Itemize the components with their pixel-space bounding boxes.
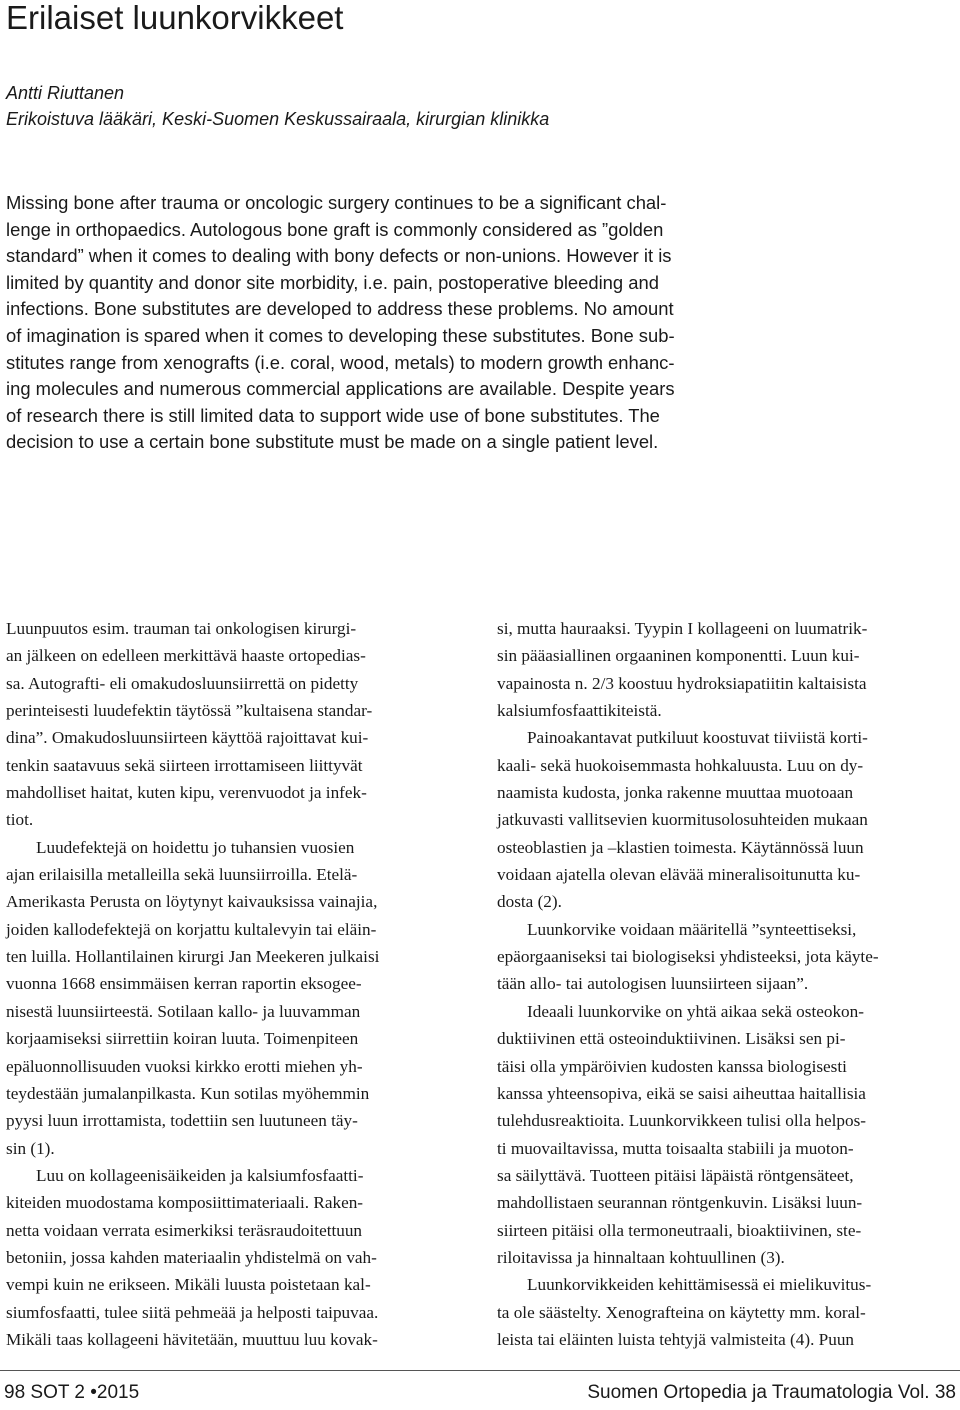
body-column-right bbox=[497, 615, 957, 1353]
body-line: duktiivinen että osteoinduktiivinen. Lisäksi sen pi- bbox=[497, 1029, 846, 1049]
abstract-line: of imagination is spared when it comes to developing these substitutes. Bone sub- bbox=[6, 324, 675, 346]
body-line: Luudefektejä on hoidettu jo tuhansien vuosien bbox=[36, 837, 355, 857]
body-line: nisestä luunsiirteestä. Sotilaan kallo- ja luuvamman bbox=[6, 1001, 361, 1021]
article-title: Erilaiset luunkorvikkeet bbox=[6, 0, 344, 36]
body-line: tenkin saatavuus sekä siirteen irrottamiseen liittyvät bbox=[6, 755, 363, 775]
body-line: kaali- sekä huokoisemmasta hohkaluusta. Luu on dy- bbox=[497, 755, 864, 775]
body-column-left bbox=[6, 615, 466, 1353]
body-line: Ideaali luunkorvike on yhtä aikaa sekä osteokon- bbox=[527, 1001, 864, 1021]
body-line: mahdolliset haitat, kuten kipu, verenvuodot ja infek- bbox=[6, 783, 367, 803]
body-line: sa. Autografti- eli omakudosluunsiirrettä on pidetty bbox=[6, 673, 359, 693]
body-line: netta voidaan verrata esimerkiksi teräsraudoitettuun bbox=[6, 1220, 363, 1240]
body-line: täisi olla ympäröivien kudosten kanssa biologisesti bbox=[497, 1056, 847, 1076]
body-line: riloitavissa ja hinnaltaan kohtuullinen (3). bbox=[497, 1247, 785, 1267]
body-line: ten luilla. Hollantilainen kirurgi Jan Meekeren julkaisi bbox=[6, 947, 380, 967]
abstract-line: limited by quantity and donor site morbidity, i.e. pain, postoperative bleeding and bbox=[6, 271, 659, 293]
english-abstract bbox=[6, 190, 770, 456]
abstract-line: Missing bone after trauma or oncologic surgery continues to be a significant chal- bbox=[6, 192, 667, 213]
body-line: vuonna 1668 ensimmäisen kerran raportin eksogee- bbox=[6, 974, 362, 994]
abstract-line: ing molecules and numerous commercial applications are available. Despite years bbox=[6, 378, 675, 400]
body-line: tiot. bbox=[6, 810, 34, 830]
body-line: ta ole säästelty. Xenografteina on käytetty mm. koral- bbox=[497, 1302, 866, 1322]
body-line: voidaan ajatella olevan elävää mineralisoitunutta ku- bbox=[497, 865, 861, 885]
abstract-line: stitutes range from xenografts (i.e. coral, wood, metals) to modern growth enhanc- bbox=[6, 351, 675, 373]
body-line: ajan erilaisilla metalleilla sekä luunsiirroilla. Etelä- bbox=[6, 865, 358, 885]
body-line: sa säilyttävä. Tuotteen pitäisi läpäistä röntgensäteet, bbox=[497, 1165, 854, 1185]
body-line: Luunkorvike voidaan määritellä ”synteettiseksi, bbox=[527, 919, 857, 939]
abstract-line: of research there is still limited data to support wide use of bone substitutes. The bbox=[6, 404, 660, 426]
body-line: si, mutta hauraaksi. Tyypin I kollageeni on luumatrik- bbox=[497, 619, 868, 638]
body-line: Luunkorvikkeiden kehittämisessä ei mielikuvitus- bbox=[527, 1275, 872, 1295]
body-line: teydestään jumalanpilkasta. Kun sotilas myöhemmin bbox=[6, 1083, 370, 1103]
body-line: korjaamiseksi siirrettiin koiran luuta. Toimenpiteen bbox=[6, 1029, 359, 1049]
body-line: sin pääasiallinen orgaaninen komponentti. Luun kui- bbox=[497, 646, 860, 666]
body-line: ti muovailtavissa, mutta toisaalta stabiili ja muoton- bbox=[497, 1138, 854, 1158]
body-line: kalsiumfosfaattikiteistä. bbox=[497, 701, 662, 721]
body-line: Mikäli taas kollageeni hävitetään, muuttuu luu kovak- bbox=[6, 1329, 378, 1349]
abstract-line: lenge in orthopaedics. Autologous bone graft is commonly considered as ”golden bbox=[6, 218, 664, 240]
footer-journal: Suomen Ortopedia ja Traumatologia Vol. 38 bbox=[587, 1382, 956, 1403]
body-line: Luunpuutos esim. trauman tai onkologisen kirurgi- bbox=[6, 619, 357, 638]
body-line: epäorgaaniseksi tai biologiseksi yhdisteeksi, jota käyte- bbox=[497, 947, 879, 967]
body-line: leista tai eläinten luista tehtyjä valmisteita (4). Puun bbox=[497, 1329, 855, 1349]
body-line: siumfosfaatti, tulee siitä pehmeää ja helposti taipuvaa. bbox=[6, 1302, 379, 1322]
body-line: Amerikasta Perusta on löytynyt kaivauksissa vainajia, bbox=[6, 892, 378, 912]
body-line: mahdollistaen seurannan röntgenkuvin. Lisäksi luun- bbox=[497, 1193, 863, 1213]
body-line: sin (1). bbox=[6, 1138, 55, 1158]
body-line: an jälkeen on edelleen merkittävä haaste ortopedias- bbox=[6, 646, 366, 666]
body-line: Painoakantavat putkiluut koostuvat tiiviistä korti- bbox=[527, 728, 868, 748]
body-line: jatkuvasti vallitsevien kuormitusolosuhteiden mukaan bbox=[497, 810, 868, 830]
body-line: vempi kuin ne erikseen. Mikäli luusta poistetaan kal- bbox=[6, 1275, 371, 1295]
body-line: kiteiden muodostama komposiittimateriaali. Raken- bbox=[6, 1193, 364, 1213]
body-line: epäluonnollisuuden vuoksi kirkko erotti miehen yh- bbox=[6, 1056, 363, 1076]
body-line: perinteisesti luudefektin täytössä ”kultaisena standar- bbox=[6, 701, 373, 721]
body-line: tulehdusreaktioita. Luunkorvikkeen tulisi olla helpos- bbox=[497, 1111, 866, 1131]
abstract-line: infections. Bone substitutes are developed to address these problems. No amount bbox=[6, 298, 674, 320]
author-name: Antti Riuttanen bbox=[6, 83, 125, 103]
body-line: pyysi luun irrottamista, todettiin sen luutuneen täy- bbox=[6, 1111, 358, 1131]
body-line: naamista kudosta, jonka rakenne muuttaa muotoaan bbox=[497, 783, 854, 803]
body-line: dosta (2). bbox=[497, 892, 562, 912]
abstract-line: decision to use a certain bone substitute must be made on a single patient level. bbox=[6, 431, 659, 453]
body-line: vapainosta n. 2/3 koostuu hydroksiapatiitin kaltaisista bbox=[497, 673, 867, 693]
abstract-line: standard” when it comes to dealing with bony defects or non-unions. However it is bbox=[6, 245, 672, 267]
body-line: betoniin, jossa kahden materiaalin yhdistelmä on vah- bbox=[6, 1247, 377, 1267]
author-block bbox=[6, 80, 549, 132]
body-line: dina”. Omakudosluunsiirteen käyttöä rajoittavat kui- bbox=[6, 728, 369, 748]
body-line: tään allo- tai autologisen luunsiirteen sijaan”. bbox=[497, 974, 809, 994]
body-line: joiden kallodefektejä on korjattu kultalevyin tai eläin- bbox=[6, 919, 377, 939]
body-line: kanssa yhteensopiva, eikä se saisi aiheuttaa haitallisia bbox=[497, 1083, 866, 1103]
body-line: osteoblastien ja –klastien toimesta. Käytännössä luun bbox=[497, 837, 864, 857]
footer-issue: 98 SOT 2 •2015 bbox=[4, 1382, 140, 1403]
author-affiliation: Erikoistuva lääkäri, Keski-Suomen Keskussairaala, kirurgian klinikka bbox=[6, 109, 550, 129]
body-line: Luu on kollageenisäikeiden ja kalsiumfosfaatti- bbox=[36, 1165, 364, 1185]
footer-divider bbox=[0, 1370, 960, 1371]
body-line: siirteen pitäisi olla termoneutraali, bioaktiivinen, ste- bbox=[497, 1220, 862, 1240]
